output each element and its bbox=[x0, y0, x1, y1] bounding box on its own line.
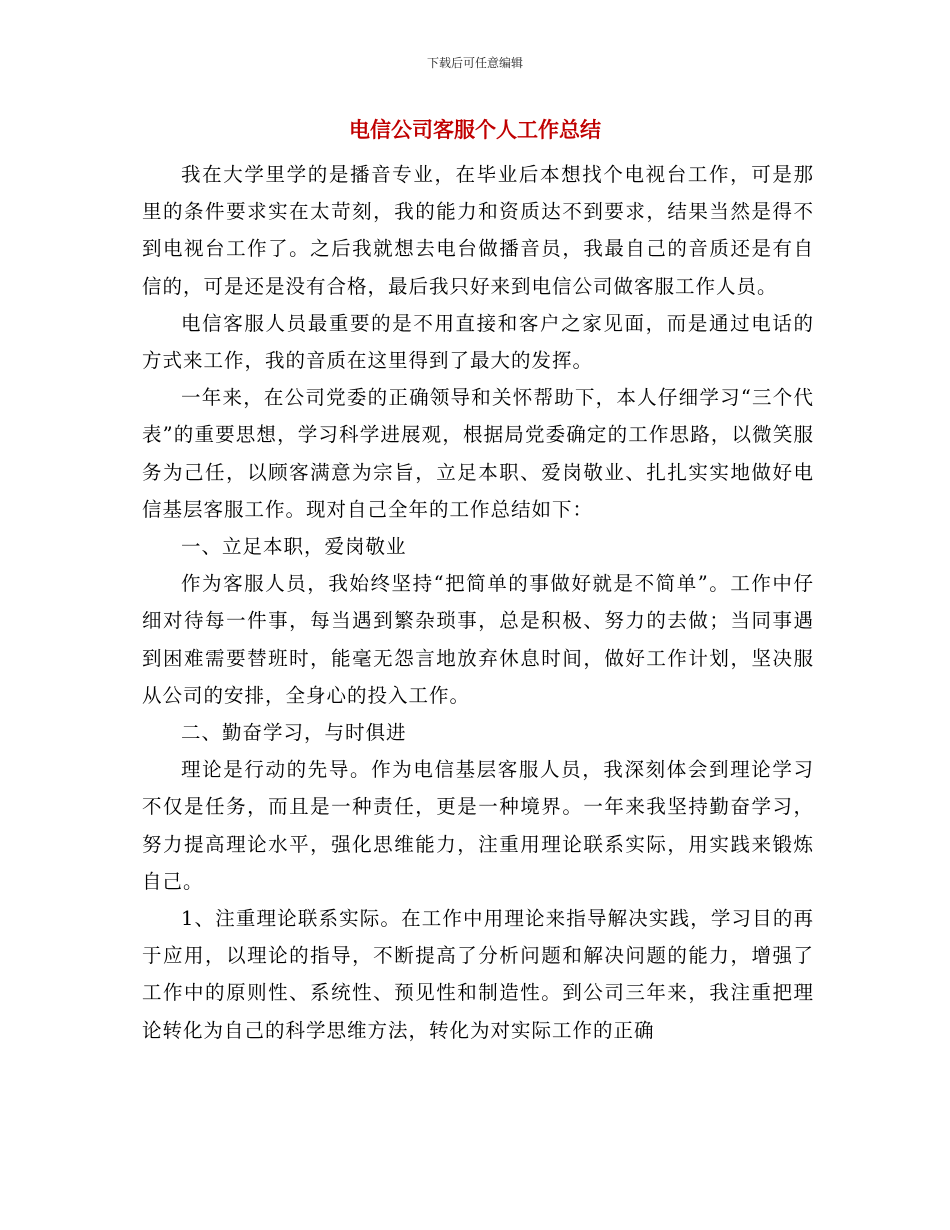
section-heading-2: 二、勤奋学习，与时俱进 bbox=[181, 721, 407, 745]
paragraph-role: 电信客服人员最重要的是不用直接和客户之家见面，而是通过电话的方式来工作，我的音质在这里得到了最大的发挥。 bbox=[142, 311, 814, 373]
document-title: 电信公司客服个人工作总结 bbox=[349, 118, 601, 142]
paragraph-section-2: 理论是行动的先导。作为电信基层客服人员，我深刻体会到理论学习不仅是任务，而且是一种责任，更是一种境界。一年来我坚持勤奋学习，努力提高理论水平，强化思维能力，注重用理论联系实际，用实践来锻炼自己。 bbox=[142, 758, 814, 893]
document-body bbox=[142, 156, 814, 1049]
paragraph-summary: 一年来，在公司党委的正确领导和关怀帮助下，本人仔细学习“三个代表”的重要思想，学习科学进展观，根据局党委确定的工作思路，以微笑服务为己任，以顾客满意为宗旨，立足本职、爱岗敬业、扎扎实实地做好电信基层客服工作。现对自己全年的工作总结如下： bbox=[142, 386, 814, 521]
paragraph-point-1: 1、注重理论联系实际。在工作中用理论来指导解决实践，学习目的再于应用，以理论的指导，不断提高了分析问题和解决问题的能力，增强了工作中的原则性、系统性、预见性和制造性。到公司三年来，我注重把理论转化为自己的科学思维方法，转化为对实际工作的正确 bbox=[142, 907, 814, 1042]
paragraph-intro: 我在大学里学的是播音专业，在毕业后本想找个电视台工作，可是那里的条件要求实在太苛刻，我的能力和资质达不到要求，结果当然是得不到电视台工作了。之后我就想去电台做播音员，我最自己的音质还是有自信的，可是还是没有合格，最后我只好来到电信公司做客服工作人员。 bbox=[142, 163, 814, 298]
header-note: 下载后可任意编辑 bbox=[426, 56, 523, 70]
paragraph-section-1: 作为客服人员，我始终坚持“把简单的事做好就是不简单”。工作中仔细对待每一件事，每当遇到繁杂琐事，总是积极、努力的去做；当同事遇到困难需要替班时，能毫无怨言地放弃休息时间，做好工作计划，坚决服从公司的安排，全身心的投入工作。 bbox=[142, 572, 814, 707]
section-heading-1: 一、立足本职，爱岗敬业 bbox=[181, 535, 407, 559]
